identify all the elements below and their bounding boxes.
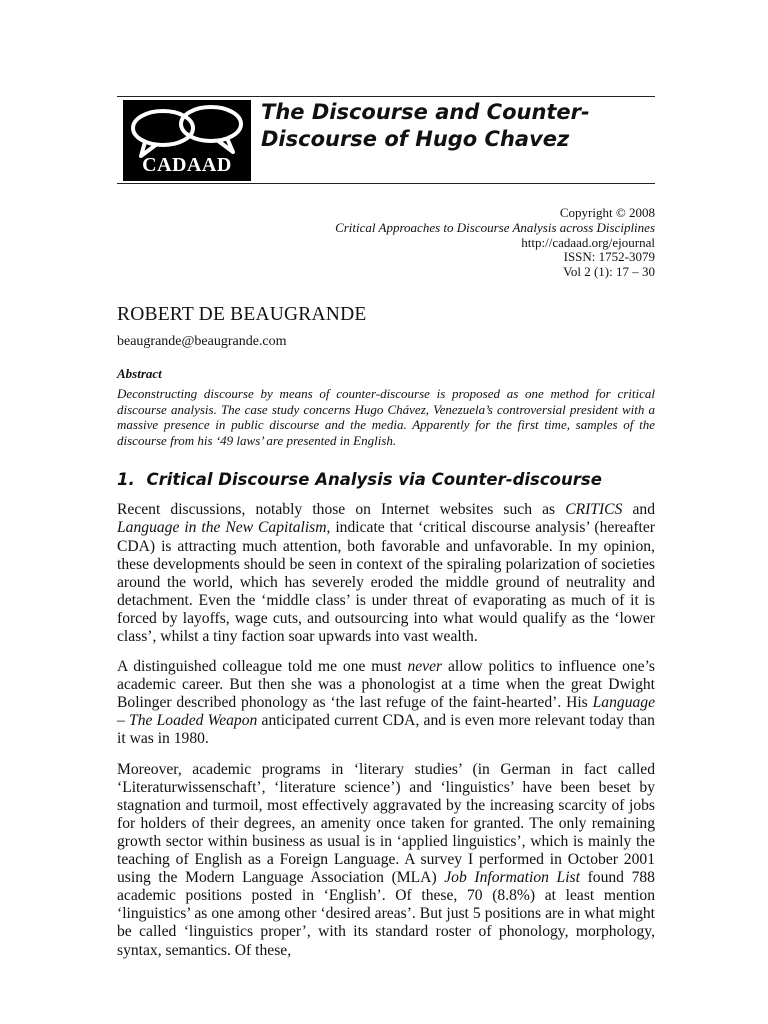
- p2-text-b: allow politics to influence one’s academic career. But then she was a phonologist at a time when the great Dwight Bolinger described phonology as ‘the last refuge of the faint-hearted’. His: [117, 658, 655, 712]
- journal-url[interactable]: http://cadaad.org/ejournal: [521, 234, 655, 250]
- header-bottom-rule: [117, 183, 655, 184]
- journal-name: Critical Approaches to Discourse Analysis across Disciplines: [335, 219, 655, 235]
- abstract-text: Deconstructing discourse by means of counter-discourse is proposed as one method for critical discourse analysis. The case study concerns Hugo Chávez, Venezuela’s controversial president with a massive presence in public discourse and the media. Apparently for the first time, samples of the discourse from his ‘49 laws’ are presented in English.: [117, 385, 655, 448]
- volume: Vol 2 (1): 17 – 30: [563, 264, 655, 280]
- logo-wordmark: CADAAD: [142, 154, 232, 176]
- p3-text-b: found 788 academic positions posted in ‘English’. Of these, 70 (8.8%) at least mention ‘linguistics’ as one among other ‘desired areas’. But just 5 positions are in what might be called ‘linguistics proper’, with its standard roster of phonology, morphology, syntax, semantics. Of these,: [117, 869, 655, 959]
- section-heading: [117, 470, 655, 489]
- author-name: ROBERT DE BEAUGRANDE: [117, 303, 367, 325]
- speech-bubbles-icon: [123, 100, 251, 160]
- copyright-block: [117, 206, 655, 280]
- paragraph-3: [117, 761, 655, 960]
- p1-lnc: Language in the New Capitalism: [117, 519, 327, 537]
- p1-text-c: , indicate that ‘critical discourse analysis’ (hereafter CDA) is attracting much attention, both favorable and unfavorable. In my opinion, these developments should be seen in context of the spiraling polarization of societies around the world, which has severely eroded the middle ground of neutrality and detachment. Even the ‘middle class’ is under threat of evaporating as much of it is forced by layoffs, wage cuts, and outsourcing into what would qualify as the ‘lower class’, whilst a tiny faction soar upwards into vast wealth.: [117, 519, 656, 646]
- author-email[interactable]: beaugrande@beaugrande.com: [117, 333, 287, 349]
- paragraph-2: [117, 658, 655, 748]
- p2-book-title: Language – The Loaded Weapon: [117, 694, 655, 730]
- p2-text-a: A distinguished colleague told me one must: [117, 658, 408, 676]
- p3-text-a: Moreover, academic programs in ‘literary studies’ (in German in fact called ‘Literaturwissenschaft’, ‘literature science’) and ‘linguistics’ have been beset by stagnation and turmoil, most effectively aggravated by the increasing scarcity of jobs for holders of their degrees, an amenity once taken for granted. The only remaining growth sector within business as usual is in ‘applied linguistics’, which is mainly the teaching of English as a Foreign Language. A survey I performed in October 2001 using the Modern Language Association (MLA): [117, 760, 655, 887]
- p2-text-c: anticipated current CDA, and is even more relevant today than it was in 1980.: [117, 712, 655, 748]
- p1-text-b: and: [622, 501, 655, 519]
- section-title: Critical Discourse Analysis via Counter-discourse: [146, 470, 602, 490]
- p1-text-a: Recent discussions, notably those on Internet websites such as: [117, 501, 566, 519]
- p1-critics: CRITICS: [565, 501, 623, 519]
- abstract-heading: Abstract: [117, 365, 162, 381]
- p2-never: never: [407, 658, 443, 676]
- paragraph-1: [117, 501, 655, 646]
- copyright-line: Copyright © 2008: [559, 205, 655, 220]
- paper-page: [117, 96, 655, 960]
- cadaad-logo: [123, 100, 251, 181]
- section-number: 1.: [117, 470, 135, 490]
- paper-title: The Discourse and Counter-Discourse of Hugo Chavez: [261, 100, 590, 151]
- issn: ISSN: 1752-3079: [563, 249, 655, 265]
- header: [117, 97, 655, 183]
- p3-jil: Job Information List: [444, 869, 580, 887]
